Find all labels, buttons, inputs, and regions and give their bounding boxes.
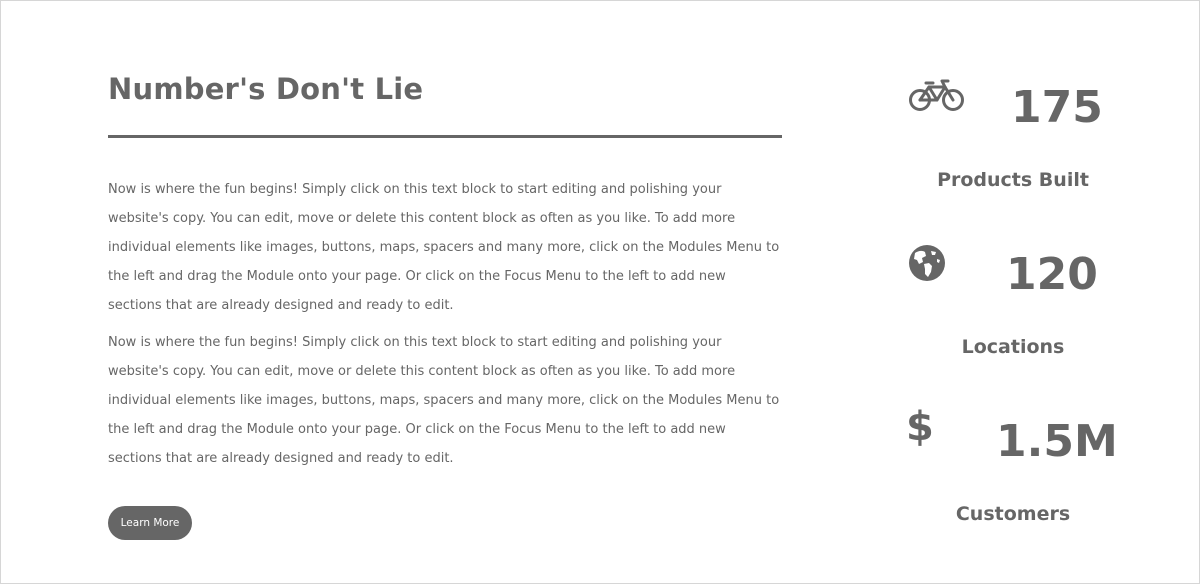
stat-label-products: Products Built — [937, 169, 1089, 191]
globe-icon — [908, 244, 946, 286]
section-heading: Number's Don't Lie — [108, 72, 424, 106]
stat-number-customers: 1.5M — [996, 416, 1118, 467]
bicycle-icon — [908, 78, 966, 118]
body-paragraph-1: Now is where the fun begins! Simply click on this text block to start editing and polishing your website's copy. You can edit, move or delete this content block as often as you like. To add more individual elements like images, buttons, maps, spacers and many more, click on the Modules Menu to the left and drag the Module onto your page. Or click on the Focus Menu to the left to add new sections that are already designed and ready to edit. — [108, 182, 780, 313]
stat-number-products: 175 — [1011, 82, 1103, 133]
stat-label-locations: Locations — [961, 336, 1065, 358]
stat-label-customers: Customers — [955, 503, 1071, 525]
stat-locations — [900, 244, 1126, 364]
stat-number-locations: 120 — [1006, 249, 1098, 300]
body-paragraph-2: Now is where the fun begins! Simply click on this text block to start editing and polishing your website's copy. You can edit, move or delete this content block as often as you like. To add more individual elements like images, buttons, maps, spacers and many more, click on the Modules Menu to the left and drag the Module onto your page. Or click on the Focus Menu to the left to add new sections that are already designed and ready to edit. — [108, 335, 780, 466]
learn-more-button[interactable]: Learn More — [108, 506, 192, 540]
stat-products-built — [900, 78, 1126, 198]
dollar-icon: $ — [906, 404, 934, 450]
content-column — [108, 68, 782, 529]
stat-customers — [900, 404, 1126, 534]
heading-divider — [108, 135, 782, 138]
